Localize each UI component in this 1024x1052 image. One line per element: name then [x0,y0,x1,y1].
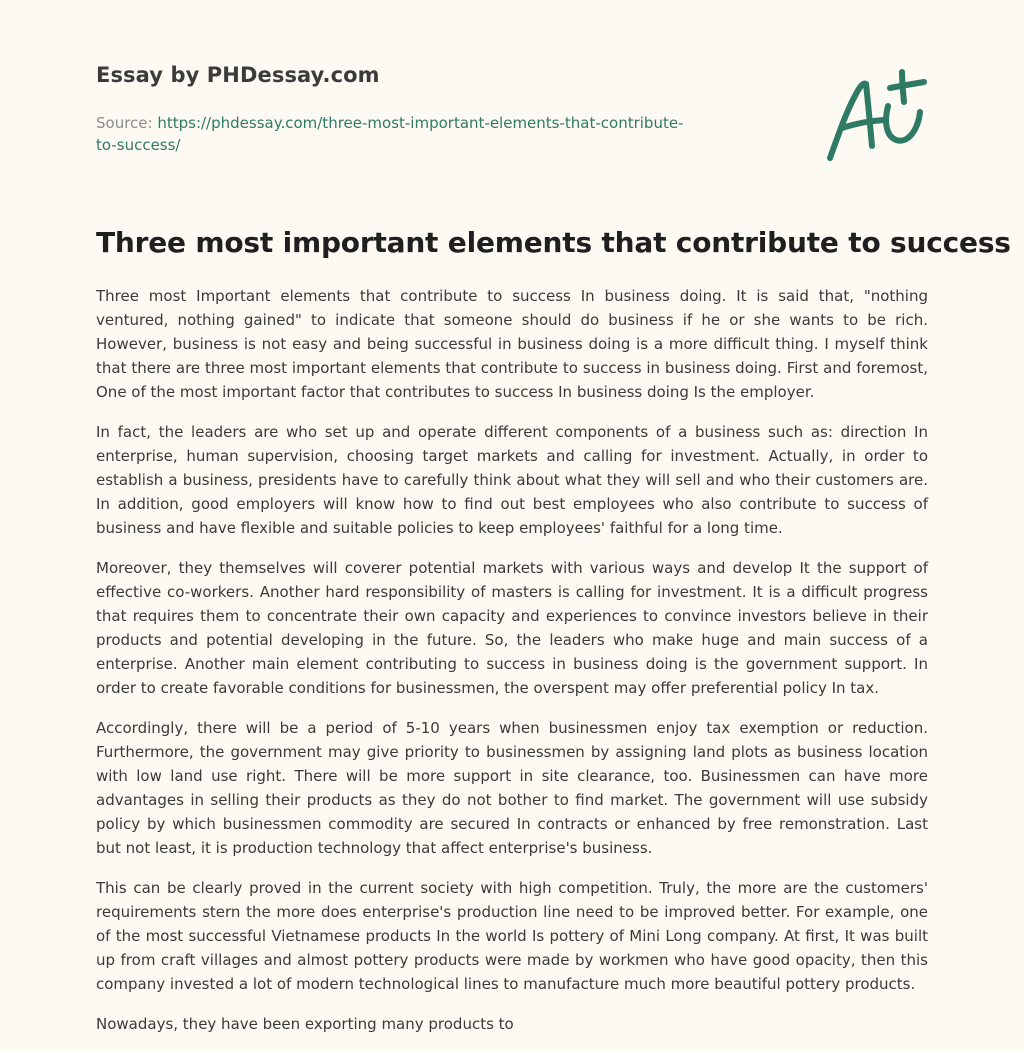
header [96,0,928,160]
essay-paragraph: In fact, the leaders are who set up and operate different components of a business such as: direction In enterprise, human supervision, choosing target markets and calling for investment. Actually, in order to establish a business, presidents have to carefully think about what they will sell and who their customers are. In addition, good employers will know how to find out best employees who also contribute to success of business and have flexible and suitable policies to keep employees' faithful for a long time. [96,423,928,537]
essay-title: Three most important elements that contribute to success [96,226,1011,259]
essay-paragraph: Accordingly, there will be a period of 5-10 years when businessmen enjoy tax exemption or reduction. Furthermore, the government may give priority to businessmen by assigning land plots as business location with low land use right. There will be more support in site clearance, too. Businessmen can have more advantages in selling their products as they do not bother to find market. The government will use subsidy policy by which businessmen commodity are secured In contracts or enhanced by free remonstration. Last but not least, it is production technology that affect enterprise's business. [96,719,928,857]
essay-paragraph: This can be clearly proved in the current society with high competition. Truly, the more are the customers' requirements stern the more does enterprise's production line need to be improved better. For example, one of the most successful Vietnamese products In the world Is pottery of Mini Long company. At first, It was built up from craft villages and almost pottery products were made by workmen who have good opacity, then this company invested a lot of modern technological lines to manufacture much more beautiful pottery products. [96,879,928,993]
essay-paragraph: Moreover, they themselves will coverer potential markets with various ways and develop It the support of effective co-workers. Another hard responsibility of masters is calling for investment. It is a difficult progress that requires them to concentrate their own capacity and experiences to convince investors believe in their products and potential developing in the future. So, the leaders who make huge and main success of a enterprise. Another main element contributing to success in business doing is the government support. In order to create favorable conditions for businessmen, the overspent may offer preferential policy In tax. [96,559,928,697]
a-plus-grade-icon [824,66,928,166]
essay-paragraph: Nowadays, they have been exporting many products to [96,1015,514,1033]
essay-body [96,284,928,1052]
source-label: Source: [96,114,158,132]
source-line [96,112,696,156]
source-link[interactable]: https://phdessay.com/three-most-important-elements-that-contribute-to-success/ [96,114,684,154]
essay-page [96,0,1011,1033]
essay-paragraph: Three most Important elements that contribute to success In business doing. It is said that, "nothing ventured, nothing gained" to indicate that someone should do business if he or she wants to be rich. However, business is not easy and being successful in business doing is a more difficult thing. I myself think that there are three most important elements that contribute to success in business doing. First and foremost, One of the most important factor that contributes to success In business doing Is the employer. [96,287,928,401]
site-brand: Essay by PHDessay.com [96,63,380,87]
